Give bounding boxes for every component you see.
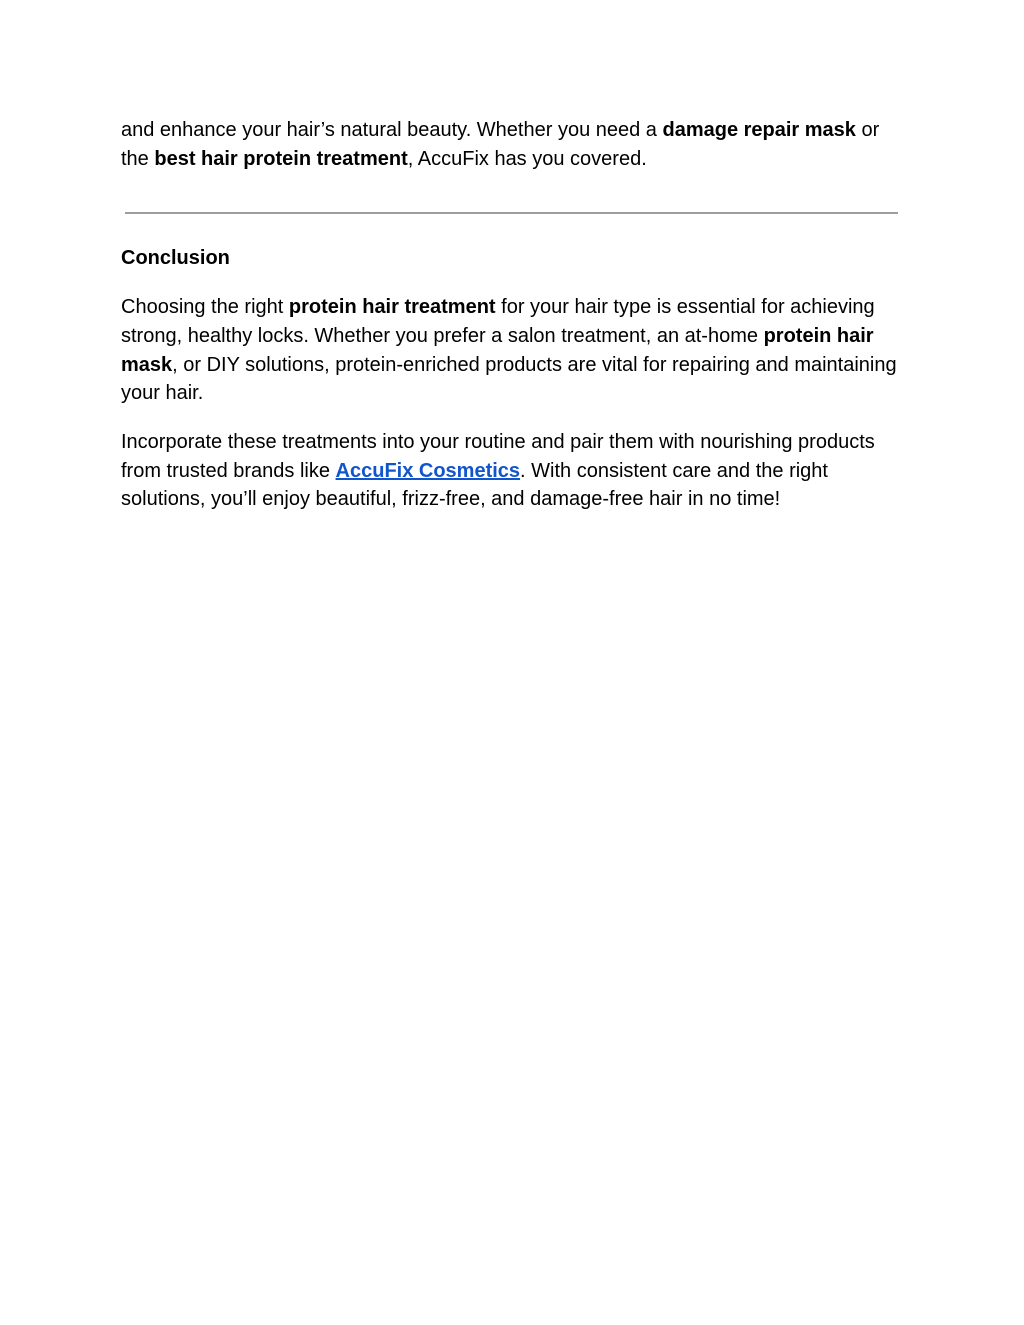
conclusion-p2-text-2: . With consistent care and the right solutions, you’ll enjoy beautiful, frizz-free, and damage-free hair in no time! — [121, 459, 828, 511]
accufix-cosmetics-link[interactable]: AccuFix Cosmetics — [335, 459, 521, 482]
conclusion-paragraph-2 — [121, 428, 911, 514]
conclusion-p2-text-1: Incorporate these treatments into your routine and pair them with nourishing products from trusted brands like — [121, 430, 875, 482]
conclusion-p1-bold-protein-hair-treatment: protein hair treatment — [288, 296, 496, 319]
document-page — [121, 116, 911, 514]
conclusion-p1-text-2: for your hair type is essential for achieving strong, healthy locks. Whether you prefer a salon treatment, an at-home — [121, 296, 875, 347]
conclusion-p1-bold-protein-hair-mask: protein hair mask — [121, 324, 874, 376]
horizontal-divider — [125, 212, 898, 214]
intro-text-3: , AccuFix has you covered. — [407, 147, 647, 170]
conclusion-heading: Conclusion — [121, 247, 230, 270]
conclusion-p1-text-1: Choosing the right — [121, 296, 289, 319]
intro-paragraph — [121, 116, 911, 173]
conclusion-paragraph-1 — [121, 293, 911, 408]
intro-bold-best-hair-protein-treatment: best hair protein treatment — [154, 147, 408, 170]
intro-bold-damage-repair-mask: damage repair mask — [662, 119, 856, 141]
intro-text-1: and enhance your hair’s natural beauty. Whether you need a — [121, 119, 663, 141]
conclusion-p1-text-3: , or DIY solutions, protein-enriched products are vital for repairing and maintaining your hair. — [121, 353, 897, 405]
intro-text-2: or the — [121, 119, 880, 170]
